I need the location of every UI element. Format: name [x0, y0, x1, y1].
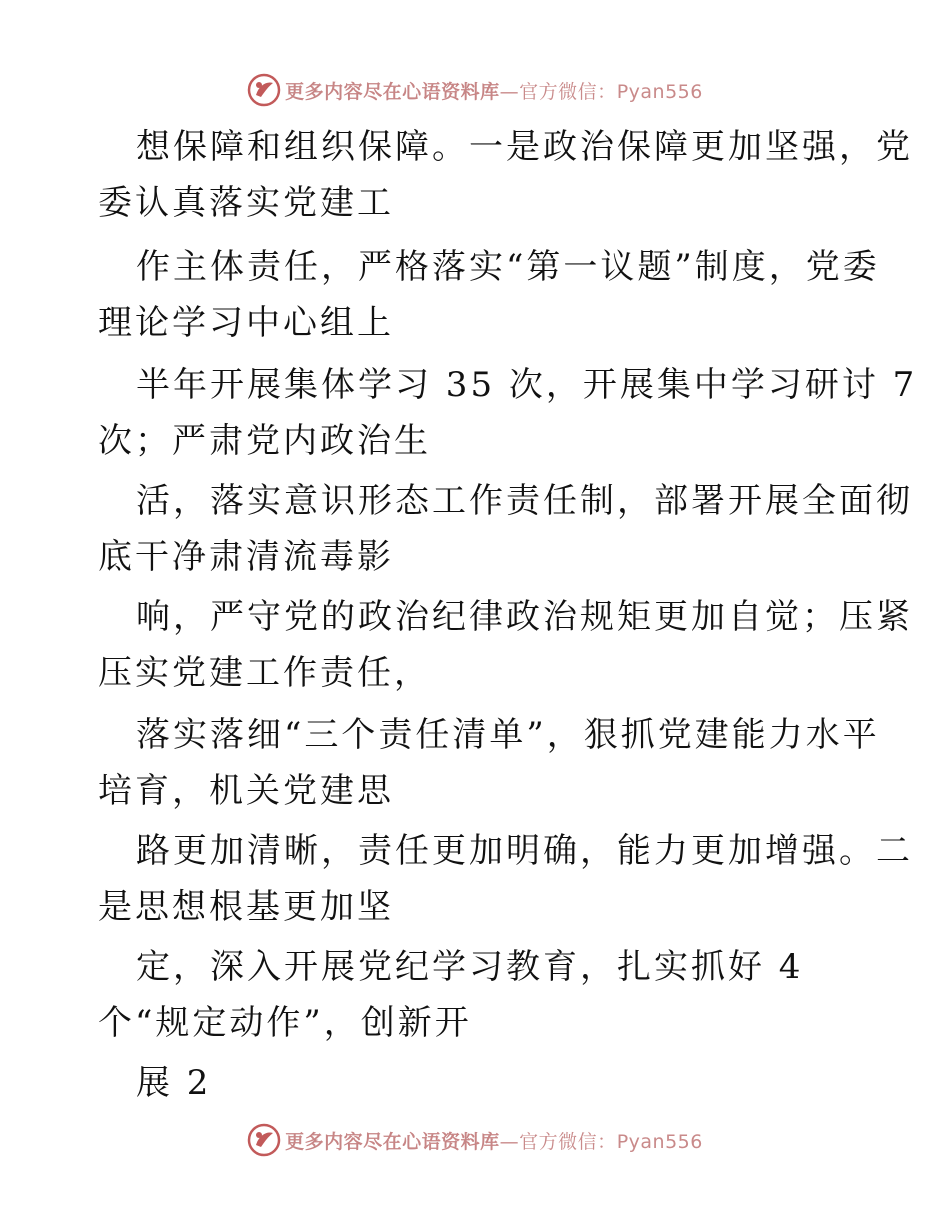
text-line: 个“规定动作”，创新开: [98, 1003, 472, 1043]
text-line: 底干净肃清流毒影: [98, 537, 394, 577]
logo-icon: [247, 1123, 281, 1157]
text-line: 压实党建工作责任，: [98, 653, 431, 693]
text-line: 委认真落实党建工: [98, 183, 394, 223]
watermark-text: [285, 77, 703, 104]
text-line: 作主体责任，严格落实“第一议题”制度，党委: [136, 247, 880, 287]
text-line: 落实落细“三个责任清单”，狠抓党建能力水平: [136, 715, 880, 755]
header-watermark: [0, 70, 950, 110]
watermark-site: 更多内容尽在心语资料库: [285, 1130, 500, 1153]
text-line: 路更加清晰，责任更加明确，能力更加增强。二: [136, 831, 913, 871]
text-line: 半年开展集体学习 35 次，开展集中学习研讨 7: [136, 365, 918, 405]
text-line: 理论学习中心组上: [98, 303, 394, 343]
text-line: 响，严守党的政治纪律政治规矩更加自觉；压紧: [136, 597, 913, 637]
watermark-dash: —: [499, 1130, 520, 1153]
watermark-text: [285, 1127, 703, 1154]
text-line: 活，落实意识形态工作责任制，部署开展全面彻: [136, 481, 913, 521]
text-line: 定，深入开展党纪学习教育，扎实抓好 4: [136, 947, 804, 987]
watermark-wechat-label: 官方微信：: [519, 1130, 617, 1153]
logo-icon: [247, 73, 281, 107]
text-line: 培育，机关党建思: [98, 771, 394, 811]
watermark-dash: —: [499, 80, 520, 103]
text-line: 是思想根基更加坚: [98, 887, 394, 927]
watermark-site: 更多内容尽在心语资料库: [285, 80, 500, 103]
text-line: 展 2: [136, 1063, 212, 1103]
text-line: 想保障和组织保障。一是政治保障更加坚强，党: [136, 127, 913, 167]
watermark-wechat-id: Pyan556: [616, 80, 703, 103]
watermark-wechat-label: 官方微信：: [519, 80, 617, 103]
footer-watermark: [0, 1120, 950, 1160]
text-line: 次；严肃党内政治生: [98, 421, 431, 461]
watermark-wechat-id: Pyan556: [616, 1130, 703, 1153]
